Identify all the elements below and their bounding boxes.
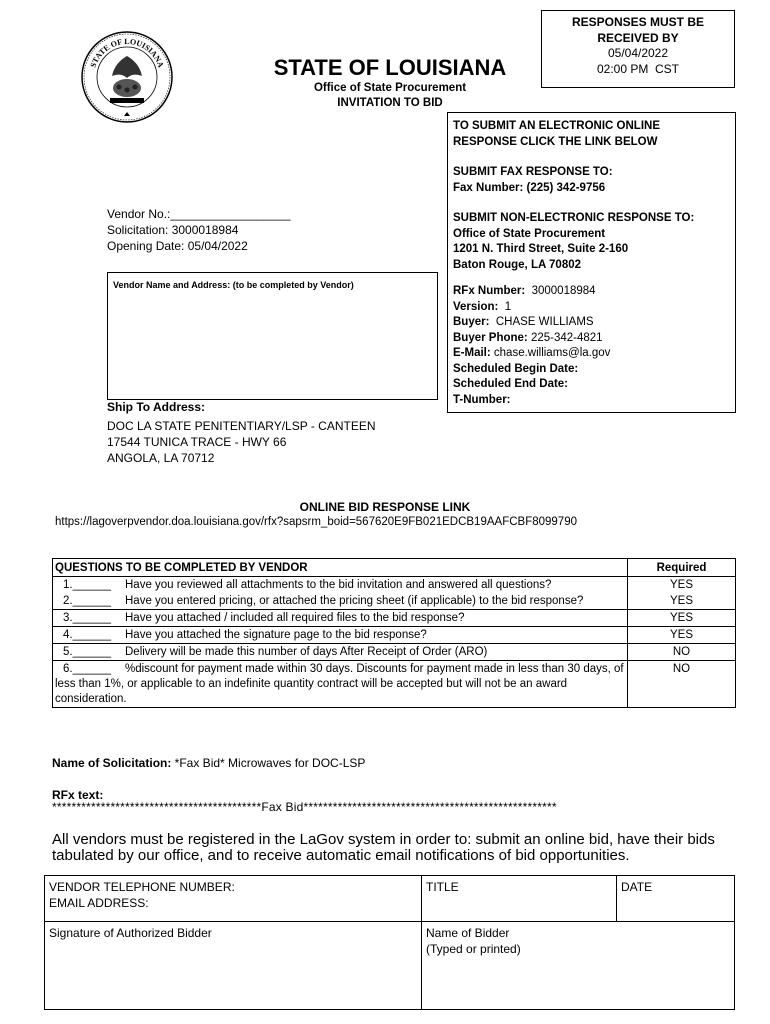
question-text: Have you entered pricing, or attached the pricing sheet (if applicable) to the bid response?	[125, 595, 584, 607]
question-text: Have you attached / included all required files to the bid response?	[125, 612, 465, 624]
question-required: YES	[628, 593, 736, 610]
question-text: %discount for payment made within 30 days. Discounts for payment made in less than 30 days, of less than 1%, or applicable to an indefinite quantity contract will be accepted but will not be an award consideration.	[55, 663, 624, 705]
response-deadline-box	[541, 10, 735, 88]
buyer-phone-label: Buyer Phone:	[453, 331, 528, 344]
title-cell[interactable]	[422, 876, 617, 922]
title-label: TITLE	[426, 880, 459, 894]
question-row	[53, 627, 628, 644]
vendor-number: Vendor No.:__________________	[107, 207, 291, 221]
question-text: Delivery will be made this number of days After Receipt of Order (ARO)	[125, 646, 488, 658]
question-number-blank[interactable]: 2.______	[63, 595, 111, 607]
ship-to-line-3: ANGOLA, LA 70712	[107, 451, 215, 465]
registration-notice: All vendors must be registered in the LaGov system in order to: submit an online bid, have their bids tabulated by our office, and to receive automatic email notifications of bid opportunities.	[52, 831, 715, 864]
question-text: Have you attached the signature page to the bid response?	[125, 629, 427, 641]
opening-date: Opening Date: 05/04/2022	[107, 239, 248, 253]
bidder-name-label: Name of Bidder	[426, 926, 510, 940]
version-row	[453, 300, 735, 316]
mail-street: 1201 N. Third Street, Suite 2-160	[453, 243, 629, 255]
buyer-value: CHASE WILLIAMS	[489, 316, 594, 328]
question-row	[53, 644, 628, 661]
signature-table	[44, 875, 735, 1010]
question-required: YES	[628, 577, 736, 594]
fax-number: Fax Number: (225) 342-9756	[453, 181, 606, 194]
vendor-name-address-field[interactable]	[107, 272, 438, 400]
mail-office: Office of State Procurement	[453, 227, 606, 240]
question-number-blank[interactable]: 3.______	[63, 612, 111, 624]
rfx-text-label: RFx text:	[52, 788, 104, 802]
solicitation-number: Solicitation: 3000018984	[107, 223, 239, 237]
buyer-label: Buyer:	[453, 316, 490, 328]
question-text: Have you reviewed all attachments to the bid invitation and answered all questions?	[125, 579, 552, 591]
online-bid-link[interactable]: https://lagoverpvendor.doa.louisiana.gov/rfx?sapsrm_boid=567620E9FB021EDCB19AAFCBF8099790	[55, 516, 577, 528]
rfx-number-label: RFx Number:	[453, 285, 526, 297]
electronic-response-line-2: RESPONSE CLICK THE LINK BELOW	[453, 135, 658, 148]
buyer-phone-value: 225-342-4821	[527, 331, 603, 344]
question-required: NO	[628, 661, 736, 708]
rfx-number-row	[453, 284, 735, 300]
question-number-blank[interactable]: 5.______	[63, 646, 111, 658]
rfx-text-value: *******************************************Fax Bid****************************************************	[52, 800, 557, 814]
question-number-blank[interactable]: 4.______	[63, 629, 111, 641]
signature-label: Signature of Authorized Bidder	[49, 926, 212, 940]
seal-text: STATE OF LOUISIANA	[88, 36, 166, 69]
buyer-phone-row	[453, 331, 735, 347]
email-label: E-Mail:	[453, 347, 491, 359]
scheduled-end-date-label: Scheduled End Date:	[453, 378, 569, 390]
date-label: DATE	[621, 880, 653, 894]
ship-to-label: Ship To Address:	[107, 400, 206, 414]
non-electronic-heading: SUBMIT NON-ELECTRONIC RESPONSE TO:	[453, 212, 695, 224]
email-row	[453, 346, 735, 362]
version-value: 1	[498, 300, 512, 313]
ship-to-address	[107, 399, 376, 466]
vendor-info	[107, 206, 291, 254]
online-bid-link-title: ONLINE BID RESPONSE LINK	[299, 500, 471, 514]
question-required: YES	[628, 627, 736, 644]
page-title: STATE OF LOUISIANA	[273, 55, 507, 80]
t-number-label: T-Number:	[453, 393, 511, 406]
date-cell[interactable]	[617, 876, 735, 922]
signature-cell[interactable]	[45, 922, 422, 1010]
question-required: NO	[628, 644, 736, 661]
vendor-telephone-label: VENDOR TELEPHONE NUMBER:	[49, 880, 235, 894]
deadline-time: 02:00 PM CST	[596, 61, 680, 76]
electronic-response-line-1: TO SUBMIT AN ELECTRONIC ONLINE	[453, 120, 660, 132]
submission-info-box	[447, 112, 736, 413]
question-required: YES	[628, 610, 736, 627]
email-value[interactable]: chase.williams@la.gov	[490, 347, 611, 359]
question-row	[53, 661, 628, 708]
deadline-heading-1: RESPONSES MUST BE	[571, 15, 705, 29]
question-row	[53, 577, 628, 594]
scheduled-begin-date-label: Scheduled Begin Date:	[453, 362, 579, 375]
deadline-heading-2: RECEIVED BY	[597, 30, 679, 45]
vendor-name-address-label: Vendor Name and Address: (to be completed by Vendor)	[113, 280, 354, 290]
mail-city: Baton Rouge, LA 70802	[453, 258, 582, 271]
question-number-blank[interactable]: 1.______	[63, 579, 111, 591]
bidder-name-sublabel: (Typed or printed)	[426, 942, 521, 956]
email-address-label: EMAIL ADDRESS:	[49, 896, 149, 910]
ship-to-line-1: DOC LA STATE PENITENTIARY/LSP - CANTEEN	[107, 419, 376, 433]
question-row	[53, 610, 628, 627]
buyer-row	[453, 315, 735, 331]
page-subtitle	[240, 81, 540, 111]
questions-header: QUESTIONS TO BE COMPLETED BY VENDOR	[53, 559, 628, 577]
solicitation-name	[52, 756, 365, 770]
question-row	[53, 593, 628, 610]
solicitation-name-label: Name of Solicitation:	[52, 756, 172, 770]
required-header: Required	[628, 559, 736, 577]
question-number-blank[interactable]: 6.______	[63, 663, 111, 675]
fax-heading: SUBMIT FAX RESPONSE TO:	[453, 166, 613, 178]
document-type: INVITATION TO BID	[337, 97, 443, 109]
vendor-questions-table	[52, 558, 736, 708]
bidder-name-cell[interactable]	[422, 922, 735, 1010]
solicitation-name-value: *Fax Bid* Microwaves for DOC-LSP	[171, 756, 366, 770]
ship-to-line-2: 17544 TUNICA TRACE - HWY 66	[107, 435, 287, 449]
version-label: Version:	[453, 300, 499, 313]
deadline-date: 05/04/2022	[607, 46, 669, 60]
office-name: Office of State Procurement	[313, 82, 467, 94]
state-seal-logo	[80, 30, 174, 124]
vendor-contact-cell[interactable]	[45, 876, 422, 922]
rfx-number-value: 3000018984	[525, 285, 596, 297]
